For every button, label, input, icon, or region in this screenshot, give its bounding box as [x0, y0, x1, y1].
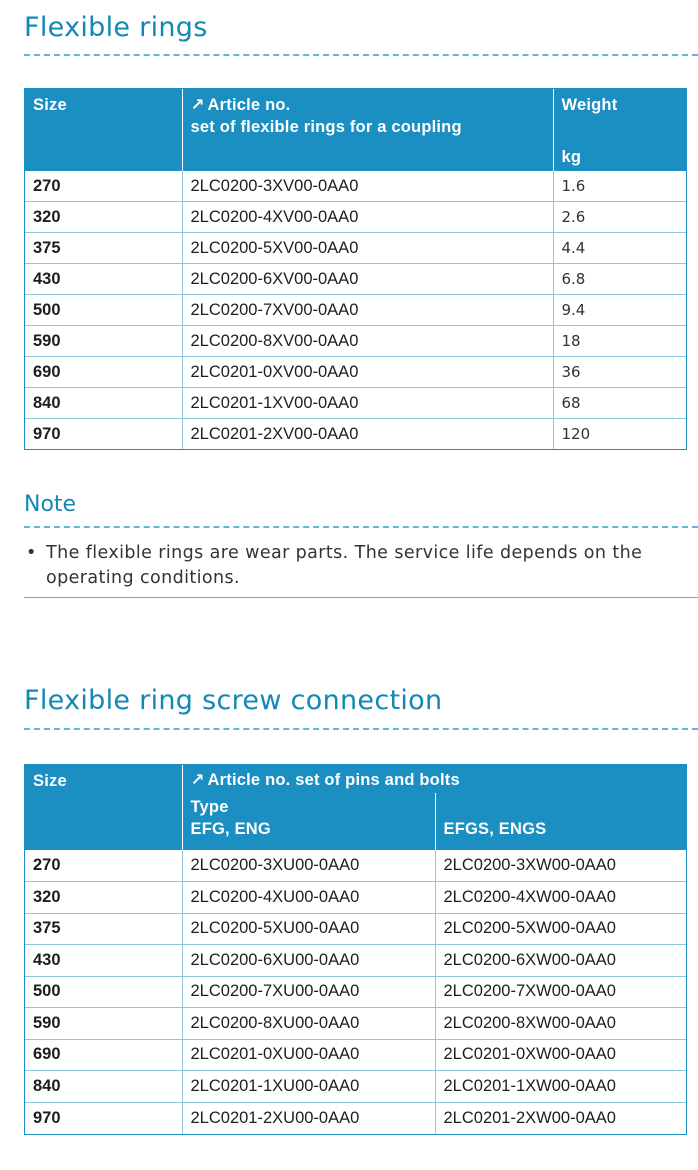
article-efgs-engs-cell: 2LC0201-2XW00-0AA0	[435, 1102, 686, 1134]
article-efg-eng-cell: 2LC0200-6XU00-0AA0	[182, 945, 435, 977]
table-row	[25, 171, 686, 202]
size-cell: 375	[25, 913, 182, 945]
article-efgs-engs-cell: 2LC0200-5XW00-0AA0	[435, 913, 686, 945]
note-divider	[24, 526, 698, 528]
table-row	[25, 233, 686, 264]
header-type: Type	[190, 798, 229, 816]
table-row	[25, 913, 686, 945]
size-cell: 430	[25, 264, 182, 295]
article-efgs-engs-cell: 2LC0200-3XW00-0AA0	[435, 850, 686, 882]
article-efgs-engs-cell: 2LC0200-6XW00-0AA0	[435, 945, 686, 977]
table-header-row	[25, 89, 686, 171]
size-cell: 270	[25, 850, 182, 882]
table-row	[25, 326, 686, 357]
article-efgs-engs-cell: 2LC0201-0XW00-0AA0	[435, 1039, 686, 1071]
header-article-label: Article no. set of pins and bolts	[207, 771, 460, 789]
arrow-up-right-icon: ↗	[190, 771, 205, 789]
weight-cell: 2.6	[553, 202, 686, 233]
article-efgs-engs-cell: 2LC0200-8XW00-0AA0	[435, 1008, 686, 1040]
table-row	[25, 945, 686, 977]
note-body	[24, 541, 684, 591]
table-row	[25, 264, 686, 295]
header-col2: EFGS, ENGS	[435, 793, 686, 850]
size-cell: 840	[25, 1071, 182, 1103]
table-row	[25, 1102, 686, 1134]
header-type-col1	[182, 793, 435, 850]
screw-connection-table	[24, 764, 687, 1135]
table-row	[25, 1039, 686, 1071]
article-cell: 2LC0200-3XV00-0AA0	[182, 171, 553, 202]
article-cell: 2LC0200-5XV00-0AA0	[182, 233, 553, 264]
table-row	[25, 357, 686, 388]
article-efg-eng-cell: 2LC0200-7XU00-0AA0	[182, 976, 435, 1008]
table-row	[25, 1071, 686, 1103]
header-weight	[553, 89, 686, 171]
size-cell: 500	[25, 976, 182, 1008]
size-cell: 690	[25, 1039, 182, 1071]
weight-cell: 120	[553, 419, 686, 450]
article-efgs-engs-cell: 2LC0200-7XW00-0AA0	[435, 976, 686, 1008]
note-title: Note	[24, 492, 77, 517]
article-efgs-engs-cell: 2LC0201-1XW00-0AA0	[435, 1071, 686, 1103]
table-row	[25, 850, 686, 882]
header-size: Size	[25, 765, 182, 850]
size-cell: 590	[25, 326, 182, 357]
note-text: The flexible rings are wear parts. The service life depends on the operating conditions.	[46, 543, 643, 588]
table-row	[25, 1008, 686, 1040]
table-row	[25, 882, 686, 914]
size-cell: 430	[25, 945, 182, 977]
size-cell: 320	[25, 882, 182, 914]
header-article	[182, 89, 553, 171]
article-cell: 2LC0200-4XV00-0AA0	[182, 202, 553, 233]
article-efg-eng-cell: 2LC0201-1XU00-0AA0	[182, 1071, 435, 1103]
size-cell: 320	[25, 202, 182, 233]
table-row	[25, 295, 686, 326]
table-row	[25, 388, 686, 419]
weight-cell: 36	[553, 357, 686, 388]
table-row	[25, 976, 686, 1008]
weight-cell: 6.8	[553, 264, 686, 295]
size-cell: 590	[25, 1008, 182, 1040]
size-cell: 270	[25, 171, 182, 202]
article-cell: 2LC0200-6XV00-0AA0	[182, 264, 553, 295]
bullet-icon: •	[26, 543, 37, 563]
article-cell: 2LC0200-7XV00-0AA0	[182, 295, 553, 326]
screw-title-divider	[24, 728, 698, 730]
table-header-row	[25, 765, 686, 793]
article-efg-eng-cell: 2LC0201-2XU00-0AA0	[182, 1102, 435, 1134]
arrow-up-right-icon: ↗	[190, 96, 205, 114]
article-efg-eng-cell: 2LC0200-4XU00-0AA0	[182, 882, 435, 914]
title-divider	[24, 54, 698, 56]
note-bottom-rule	[24, 597, 698, 598]
flexible-rings-table	[24, 88, 687, 450]
article-efg-eng-cell: 2LC0200-3XU00-0AA0	[182, 850, 435, 882]
weight-cell: 1.6	[553, 171, 686, 202]
header-weight-label: Weight	[561, 96, 618, 114]
article-efgs-engs-cell: 2LC0200-4XW00-0AA0	[435, 882, 686, 914]
header-col1: EFG, ENG	[190, 820, 271, 838]
article-cell: 2LC0201-2XV00-0AA0	[182, 419, 553, 450]
article-cell: 2LC0201-1XV00-0AA0	[182, 388, 553, 419]
size-cell: 840	[25, 388, 182, 419]
article-cell: 2LC0200-8XV00-0AA0	[182, 326, 553, 357]
screw-connection-title: Flexible ring screw connection	[24, 685, 443, 716]
weight-cell: 4.4	[553, 233, 686, 264]
size-cell: 375	[25, 233, 182, 264]
header-article	[182, 765, 686, 793]
header-size: Size	[25, 89, 182, 171]
header-article-line1: Article no.	[207, 96, 291, 114]
article-efg-eng-cell: 2LC0200-8XU00-0AA0	[182, 1008, 435, 1040]
article-efg-eng-cell: 2LC0201-0XU00-0AA0	[182, 1039, 435, 1071]
flexible-rings-title: Flexible rings	[24, 12, 208, 43]
weight-cell: 68	[553, 388, 686, 419]
table-row	[25, 419, 686, 450]
size-cell: 500	[25, 295, 182, 326]
size-cell: 690	[25, 357, 182, 388]
table-row	[25, 202, 686, 233]
article-efg-eng-cell: 2LC0200-5XU00-0AA0	[182, 913, 435, 945]
weight-cell: 18	[553, 326, 686, 357]
article-cell: 2LC0201-0XV00-0AA0	[182, 357, 553, 388]
weight-cell: 9.4	[553, 295, 686, 326]
size-cell: 970	[33, 1108, 61, 1127]
header-weight-unit: kg	[561, 148, 582, 166]
header-article-line2: set of flexible rings for a coupling	[190, 118, 462, 136]
size-cell: 970	[33, 424, 61, 443]
